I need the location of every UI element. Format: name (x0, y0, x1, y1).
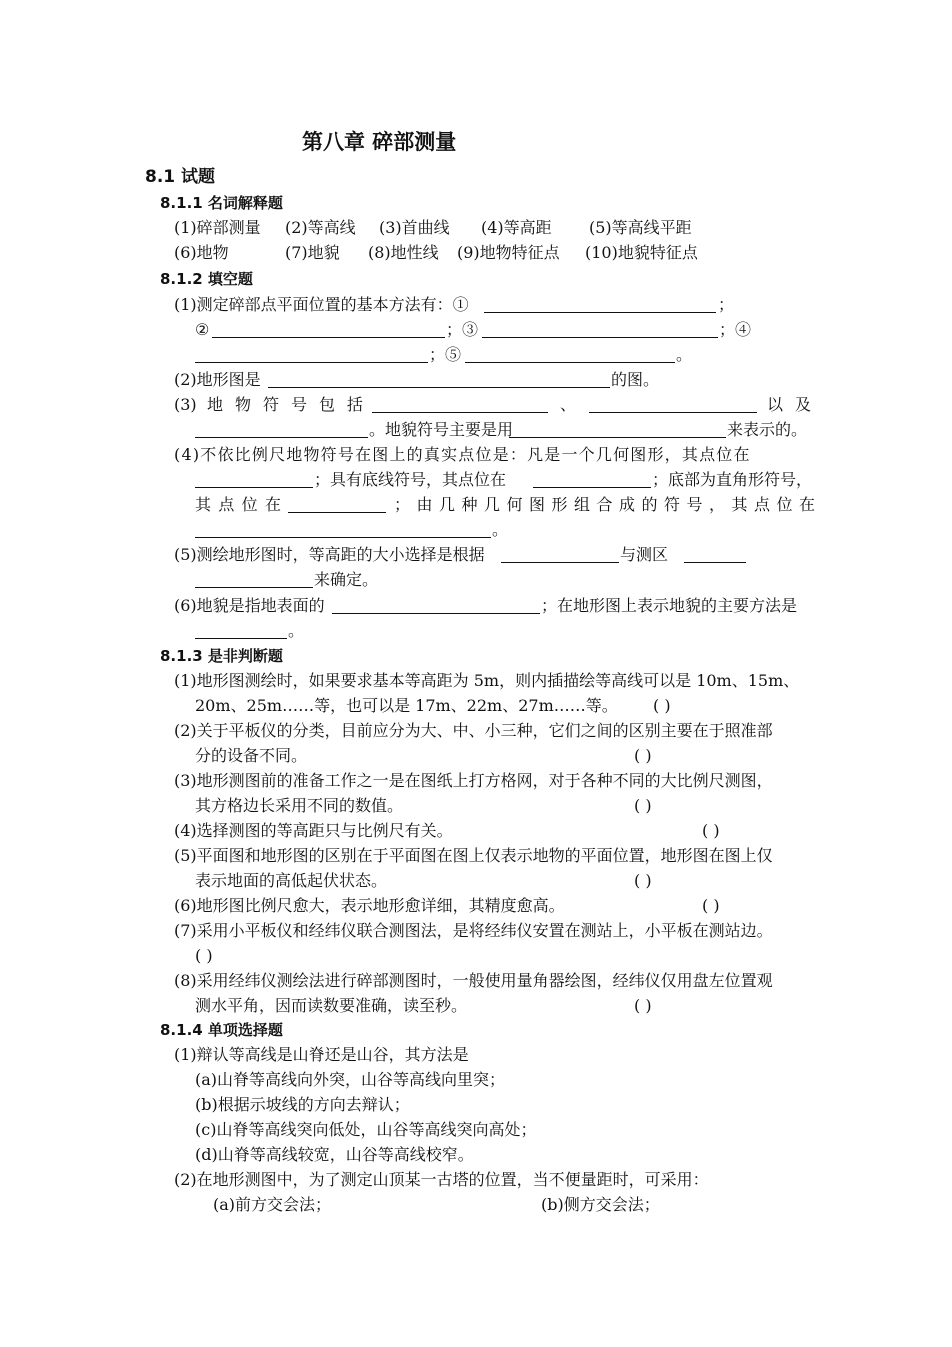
judge-q1-line2: 20m、25m……等，也可以是 17m、22m、27m……等。 (195, 696, 618, 715)
fill-blank[interactable] (589, 412, 757, 413)
char: 其 (195, 495, 212, 514)
fill-blank[interactable] (195, 362, 428, 363)
term-item: (6)地物 (174, 243, 229, 262)
judge-q5-line1: (5)平面图和地形图的区别在于平面图在图上仅表示地物的平面位置，地形图在图上仅 (174, 846, 773, 865)
fill-text: ； (718, 295, 735, 314)
fill-blank[interactable] (288, 512, 386, 513)
judge-q3-line1: (3)地形测图前的准备工作之一是在图纸上打方格网，对于各种不同的大比例尺测图， (174, 771, 773, 790)
char: 在 (264, 495, 281, 514)
char: 物 (234, 395, 251, 414)
fill-text: ；③ (446, 320, 479, 339)
fill-q1-text: (1)测定碎部点平面位置的基本方法有：① (174, 295, 469, 314)
answer-parentheses[interactable]: ( ) (702, 896, 720, 915)
char: 点 (218, 495, 235, 514)
fill-blank[interactable] (372, 412, 548, 413)
choice-q2-stem: (2)在地形测图中，为了测定山顶某一古塔的位置，当不便量距时，可采用： (174, 1170, 709, 1189)
fill-text: 及 (795, 395, 812, 414)
term-item: (7)地貌 (285, 243, 340, 262)
choice-option[interactable]: (b)侧方交会法； (541, 1195, 660, 1214)
fill-blank[interactable] (268, 387, 610, 388)
fill-text: ；④ (719, 320, 752, 339)
chapter-title: 第八章 碎部测量 (302, 130, 457, 154)
subsection-heading-judge: 8.1.3 是非判断题 (160, 647, 283, 665)
char: 符 (262, 395, 279, 414)
fill-text: 。地貌符号主要是用 (369, 420, 514, 439)
answer-parentheses[interactable]: ( ) (634, 746, 652, 765)
fill-text: 、 (560, 395, 577, 414)
section-heading: 8.1 试题 (145, 167, 216, 187)
fill-blank[interactable] (195, 437, 368, 438)
fill-q3-number: (3) (174, 395, 197, 414)
choice-option[interactable]: (a)前方交会法； (213, 1195, 332, 1214)
fill-text: ；具有底线符号，其点位在 (314, 470, 507, 489)
judge-q1-line1: (1)地形图测绘时，如果要求基本等高距为 5m，则内插描绘等高线可以是 10m、15m、 (174, 671, 800, 690)
fill-text: 与测区 (620, 545, 669, 564)
fill-text: 以 (767, 395, 784, 414)
judge-q8-line1: (8)采用经纬仪测绘法进行碎部测图时，一般使用量角器绘图，经纬仪仅用盘左位置观 (174, 971, 773, 990)
judge-q8-line2: 测水平角，因而读数要准确，读至秒。 (195, 996, 468, 1015)
fill-text: ；由几种几何图形组合成的符号，其点位在 (394, 495, 822, 514)
judge-q4-line1: (4)选择测图的等高距只与比例尺有关。 (174, 821, 453, 840)
fill-blank[interactable] (684, 562, 746, 563)
term-item: (5)等高线平距 (589, 218, 692, 237)
fill-blank[interactable] (195, 487, 313, 488)
fill-blank[interactable] (501, 562, 619, 563)
fill-text: ；在地形图上表示地貌的主要方法是 (541, 596, 798, 615)
fill-q4-text: (4)不依比例尺地物符号在图上的真实点位是：凡是一个几何图形，其点位在 (174, 445, 751, 464)
subsection-heading-terms: 8.1.1 名词解释题 (160, 194, 283, 212)
answer-parentheses[interactable]: ( ) (195, 946, 213, 965)
fill-blank[interactable] (195, 537, 491, 538)
fill-text: 。 (676, 345, 693, 364)
judge-q3-line2: 其方格边长采用不同的数值。 (195, 796, 404, 815)
judge-q2-line2: 分的设备不同。 (195, 746, 308, 765)
fill-text: ；⑤ (429, 345, 462, 364)
answer-parentheses[interactable]: ( ) (634, 796, 652, 815)
fill-blank[interactable] (332, 613, 540, 614)
fill-q6-text: (6)地貌是指地表面的 (174, 596, 325, 615)
fill-text: 。 (492, 520, 509, 539)
fill-text: ；底部为直角形符号， (652, 470, 813, 489)
judge-q6-line1: (6)地形图比例尺愈大，表示地形愈详细，其精度愈高。 (174, 896, 565, 915)
fill-text: 的图。 (611, 370, 660, 389)
term-item: (1)碎部测量 (174, 218, 261, 237)
term-item: (8)地性线 (368, 243, 439, 262)
char: 地 (207, 395, 224, 414)
term-item: (3)首曲线 (379, 218, 450, 237)
choice-option[interactable]: (d)山脊等高线较宽，山谷等高线校窄。 (195, 1145, 474, 1164)
fill-text: 。 (288, 621, 305, 640)
term-item: (10)地貌特征点 (585, 243, 698, 262)
fill-q4-spaced-text (195, 495, 281, 515)
fill-q3-spaced-text (207, 395, 363, 415)
fill-q2-text: (2)地形图是 (174, 370, 261, 389)
fill-blank[interactable] (509, 437, 726, 438)
fill-blank[interactable] (195, 638, 287, 639)
char: 包 (318, 395, 335, 414)
answer-parentheses[interactable]: ( ) (634, 871, 652, 890)
judge-q5-line2: 表示地面的高低起伏状态。 (195, 871, 388, 890)
choice-option[interactable]: (a)山脊等高线向外突，山谷等高线向里突； (195, 1070, 506, 1089)
term-item: (2)等高线 (285, 218, 356, 237)
term-item: (4)等高距 (481, 218, 552, 237)
choice-option[interactable]: (b)根据示坡线的方向去辩认； (195, 1095, 410, 1114)
answer-parentheses[interactable]: ( ) (702, 821, 720, 840)
answer-parentheses[interactable]: ( ) (653, 696, 671, 715)
fill-blank[interactable] (533, 487, 651, 488)
choice-option[interactable]: (c)山脊等高线突向低处，山谷等高线突向高处； (195, 1120, 537, 1139)
fill-q5-text: (5)测绘地形图时，等高距的大小选择是根据 (174, 545, 485, 564)
judge-q2-line1: (2)关于平板仪的分类，目前应分为大、中、小三种，它们之间的区别主要在于照准部 (174, 721, 773, 740)
subsection-heading-choice: 8.1.4 单项选择题 (160, 1021, 283, 1039)
answer-parentheses[interactable]: ( ) (634, 996, 652, 1015)
fill-blank[interactable] (195, 587, 313, 588)
char: 括 (346, 395, 363, 414)
char: 位 (241, 495, 258, 514)
fill-text: 来确定。 (314, 570, 379, 589)
fill-blank[interactable] (465, 362, 675, 363)
fill-blank[interactable] (212, 337, 445, 338)
subsection-heading-fill: 8.1.2 填空题 (160, 270, 253, 288)
fill-text: 来表示的。 (727, 420, 808, 439)
fill-blank[interactable] (484, 312, 716, 313)
fill-blank[interactable] (482, 337, 718, 338)
choice-q1-stem: (1)辩认等高线是山脊还是山谷，其方法是 (174, 1045, 469, 1064)
fill-text: ② (195, 320, 210, 339)
term-item: (9)地物特征点 (457, 243, 560, 262)
judge-q7-line1: (7)采用小平板仪和经纬仪联合测图法，是将经纬仪安置在测站上，小平板在测站边。 (174, 921, 773, 940)
char: 号 (290, 395, 307, 414)
